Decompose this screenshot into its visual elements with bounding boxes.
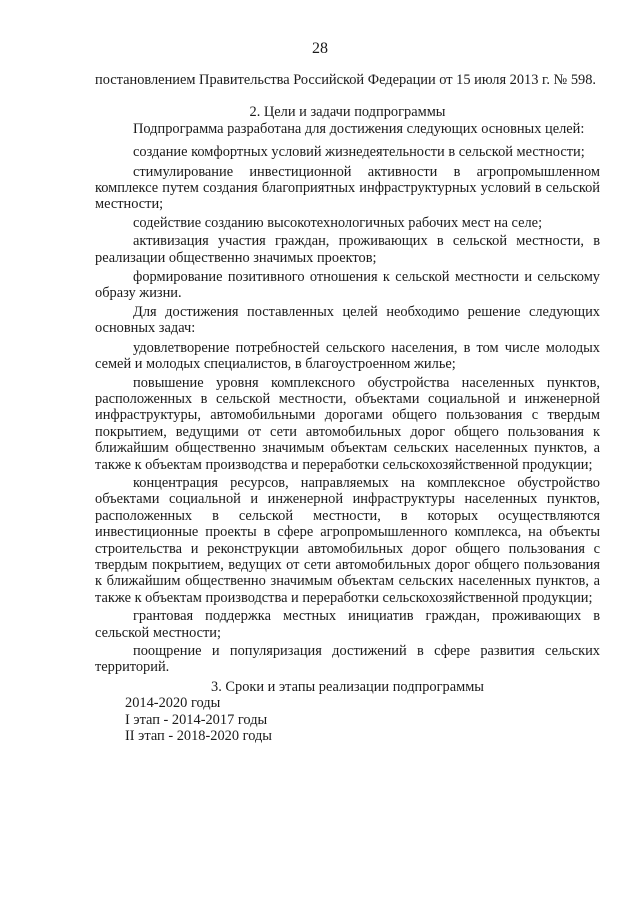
goal-item: формирование позитивного отношения к сельской местности и сельскому образу жизни. [95, 269, 600, 302]
document-body [95, 72, 600, 744]
section-2-heading: 2. Цели и задачи подпрограммы [249, 104, 446, 121]
task-item: грантовая поддержка местных инициатив граждан, проживающих в сельской местности; [95, 608, 600, 641]
task-item: концентрация ресурсов, направляемых на комплексное обустройство объектами социальной и инженерной инфраструктуры населенных пунктов, расположенных в сельской местности, в которых осуществляются инвестиционные проекты в сфере агропромышленного комплекса, на объекты строительства и реконструкции автомобильных дорог общего пользования с твердым покрытием, ведущих от сети автомобильных дорог общего пользования к ближайшим общественно значимым объектам сельских населенных пунктов, а также к объектам производства и переработки сельскохозяйственной продукции; [95, 474, 600, 606]
goal-item: создание комфортных условий жизнедеятельности в сельской местности; [133, 144, 585, 161]
goal-item: содействие созданию высокотехнологичных рабочих мест на селе; [133, 214, 543, 231]
term-line: I этап - 2014-2017 годы [125, 711, 268, 728]
task-item: поощрение и популяризация достижений в сфере развития сельских территорий. [95, 643, 600, 676]
goal-item: стимулирование инвестиционной активности в агропромышленном комплексе путем создания благоприятных инфраструктурных условий в сельской местности; [95, 163, 600, 213]
tasks-intro: Для достижения поставленных целей необходимо решение следующих основных задач: [95, 303, 600, 337]
task-item: удовлетворение потребностей сельского населения, в том числе молодых семей и молодых специалистов, в благоустроенном жилье; [95, 339, 600, 373]
section-3-heading: 3. Сроки и этапы реализации подпрограммы [211, 678, 484, 695]
intro-paragraph: постановлением Правительства Российской Федерации от 15 июля 2013 г. № 598. [95, 72, 597, 88]
task-item: повышение уровня комплексного обустройства населенных пунктов, расположенных в сельской местности, объектами социальной и инженерной инфраструктуры, автомобильными дорогами общего пользования с твердым покрытием, ведущими от сети автомобильных дорог общего пользования к ближайшим общественно значимым объектам сельских населенных пунктов, а также к объектам производства и переработки сельскохозяйственной продукции; [95, 374, 600, 473]
goals-intro: Подпрограмма разработана для достижения следующих основных целей: [133, 120, 585, 137]
term-line: II этап - 2018-2020 годы [125, 728, 272, 745]
page-number: 28 [312, 40, 328, 57]
term-line: 2014-2020 годы [125, 695, 221, 712]
goal-item: активизация участия граждан, проживающих в сельской местности, в реализации общественно значимых проектов; [95, 233, 600, 266]
